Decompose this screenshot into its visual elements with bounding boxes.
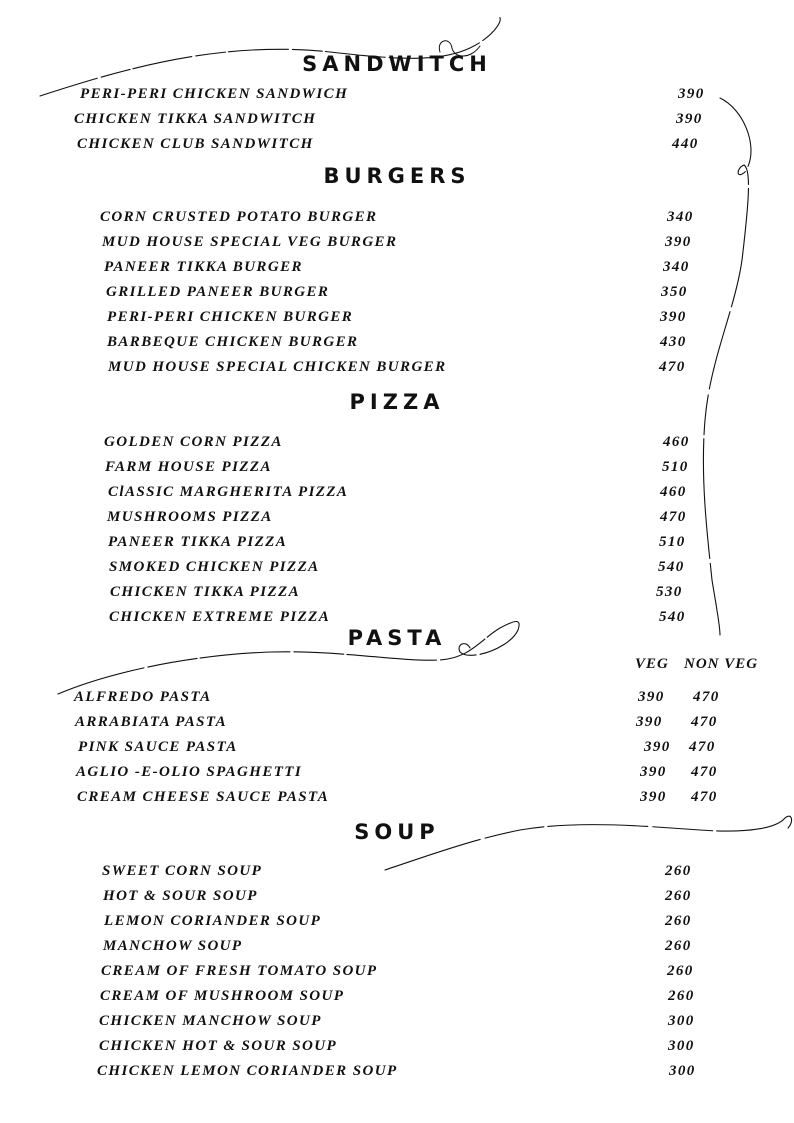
menu-item-price-veg: 390: [638, 689, 665, 705]
menu-item-price-nonveg: 470: [693, 689, 720, 705]
menu-item-name: SMOKED CHICKEN PIZZA: [109, 559, 320, 575]
menu-item-name: PERI-PERI CHICKEN BURGER: [107, 309, 354, 325]
menu-item-name: MANCHOW SOUP: [103, 938, 243, 954]
menu-item-name: PINK SAUCE PASTA: [78, 739, 238, 755]
menu-item-price-veg: 390: [640, 764, 667, 780]
menu-item-name: CREAM CHEESE SAUCE PASTA: [77, 789, 330, 805]
menu-item-name: FARM HOUSE PIZZA: [105, 459, 272, 475]
menu-item-price: 390: [660, 309, 687, 325]
menu-item-price: 440: [672, 136, 699, 152]
menu-item-name: CORN CRUSTED POTATO BURGER: [100, 209, 378, 225]
menu-item-name: AGLIO -E-OLIO SPAGHETTI: [76, 764, 303, 780]
menu-item-name: BARBEQUE CHICKEN BURGER: [107, 334, 359, 350]
menu-item-price: 510: [662, 459, 689, 475]
menu-item-price-nonveg: 470: [691, 764, 718, 780]
menu-item-price: 460: [660, 484, 687, 500]
menu-item-name: CREAM OF MUSHROOM SOUP: [100, 988, 345, 1004]
menu-item-price: 470: [659, 359, 686, 375]
menu-item-price: 470: [660, 509, 687, 525]
menu-item-price: 340: [667, 209, 694, 225]
menu-item-name: CHICKEN EXTREME PIZZA: [109, 609, 331, 625]
menu-item-price: 390: [665, 234, 692, 250]
menu-item-price-nonveg: 470: [691, 789, 718, 805]
menu-item-name: ClASSIC MARGHERITA PIZZA: [108, 484, 349, 500]
menu-item-price: 300: [668, 1013, 695, 1029]
menu-item-price: 300: [668, 1038, 695, 1054]
menu-item-price: 260: [668, 988, 695, 1004]
menu-item-price: 350: [661, 284, 688, 300]
menu-item-price: 300: [669, 1063, 696, 1079]
menu-item-price: 540: [658, 559, 685, 575]
menu-item-name: GRILLED PANEER BURGER: [106, 284, 330, 300]
menu-item-name: CHICKEN CLUB SANDWITCH: [77, 136, 314, 152]
section-title-burgers: BURGERS: [323, 164, 471, 188]
menu-item-name: CREAM OF FRESH TOMATO SOUP: [101, 963, 378, 979]
menu-item-price-veg: 390: [640, 789, 667, 805]
menu-item-name: ALFREDO PASTA: [74, 689, 212, 705]
menu-item-price: 530: [656, 584, 683, 600]
section-title-pasta: PASTA: [347, 626, 447, 650]
menu-item-price: 260: [667, 963, 694, 979]
menu-item-name: HOT & SOUR SOUP: [103, 888, 258, 904]
menu-item-price: 260: [665, 863, 692, 879]
menu-item-price-nonveg: 470: [689, 739, 716, 755]
menu-item-name: MUSHROOMS PIZZA: [107, 509, 273, 525]
menu-item-name: LEMON CORIANDER SOUP: [104, 913, 322, 929]
menu-item-price: 540: [659, 609, 686, 625]
column-header-nonveg: NON VEG: [684, 656, 759, 672]
section-title-pizza: PIZZA: [349, 390, 445, 414]
menu-item-name: PANEER TIKKA PIZZA: [108, 534, 288, 550]
menu-item-name: PANEER TIKKA BURGER: [104, 259, 303, 275]
section-title-soup: SOUP: [354, 820, 440, 844]
menu-item-name: ARRABIATA PASTA: [75, 714, 228, 730]
menu-item-price: 390: [678, 86, 705, 102]
section-title-sandwitch: SANDWITCH: [302, 52, 492, 76]
menu-item-name: CHICKEN LEMON CORIANDER SOUP: [97, 1063, 398, 1079]
menu-item-price: 460: [663, 434, 690, 450]
menu-item-price: 510: [659, 534, 686, 550]
menu-item-name: PERI-PERI CHICKEN SANDWICH: [80, 86, 349, 102]
menu-item-name: CHICKEN TIKKA PIZZA: [110, 584, 300, 600]
menu-item-price: 260: [665, 888, 692, 904]
menu-item-price: 390: [676, 111, 703, 127]
menu-item-name: GOLDEN CORN PIZZA: [104, 434, 283, 450]
menu-item-name: SWEET CORN SOUP: [102, 863, 263, 879]
menu-item-price-veg: 390: [644, 739, 671, 755]
column-header-veg: VEG: [635, 656, 669, 672]
menu-item-price: 260: [665, 938, 692, 954]
menu-item-name: CHICKEN HOT & SOUR SOUP: [99, 1038, 338, 1054]
menu-item-name: CHICKEN TIKKA SANDWITCH: [74, 111, 317, 127]
menu-item-name: CHICKEN MANCHOW SOUP: [99, 1013, 322, 1029]
menu-item-price-nonveg: 470: [691, 714, 718, 730]
menu-item-name: MUD HOUSE SPECIAL CHICKEN BURGER: [108, 359, 447, 375]
menu-item-price-veg: 390: [636, 714, 663, 730]
menu-item-name: MUD HOUSE SPECIAL VEG BURGER: [102, 234, 398, 250]
menu-item-price: 260: [665, 913, 692, 929]
menu-item-price: 430: [660, 334, 687, 350]
menu-item-price: 340: [663, 259, 690, 275]
